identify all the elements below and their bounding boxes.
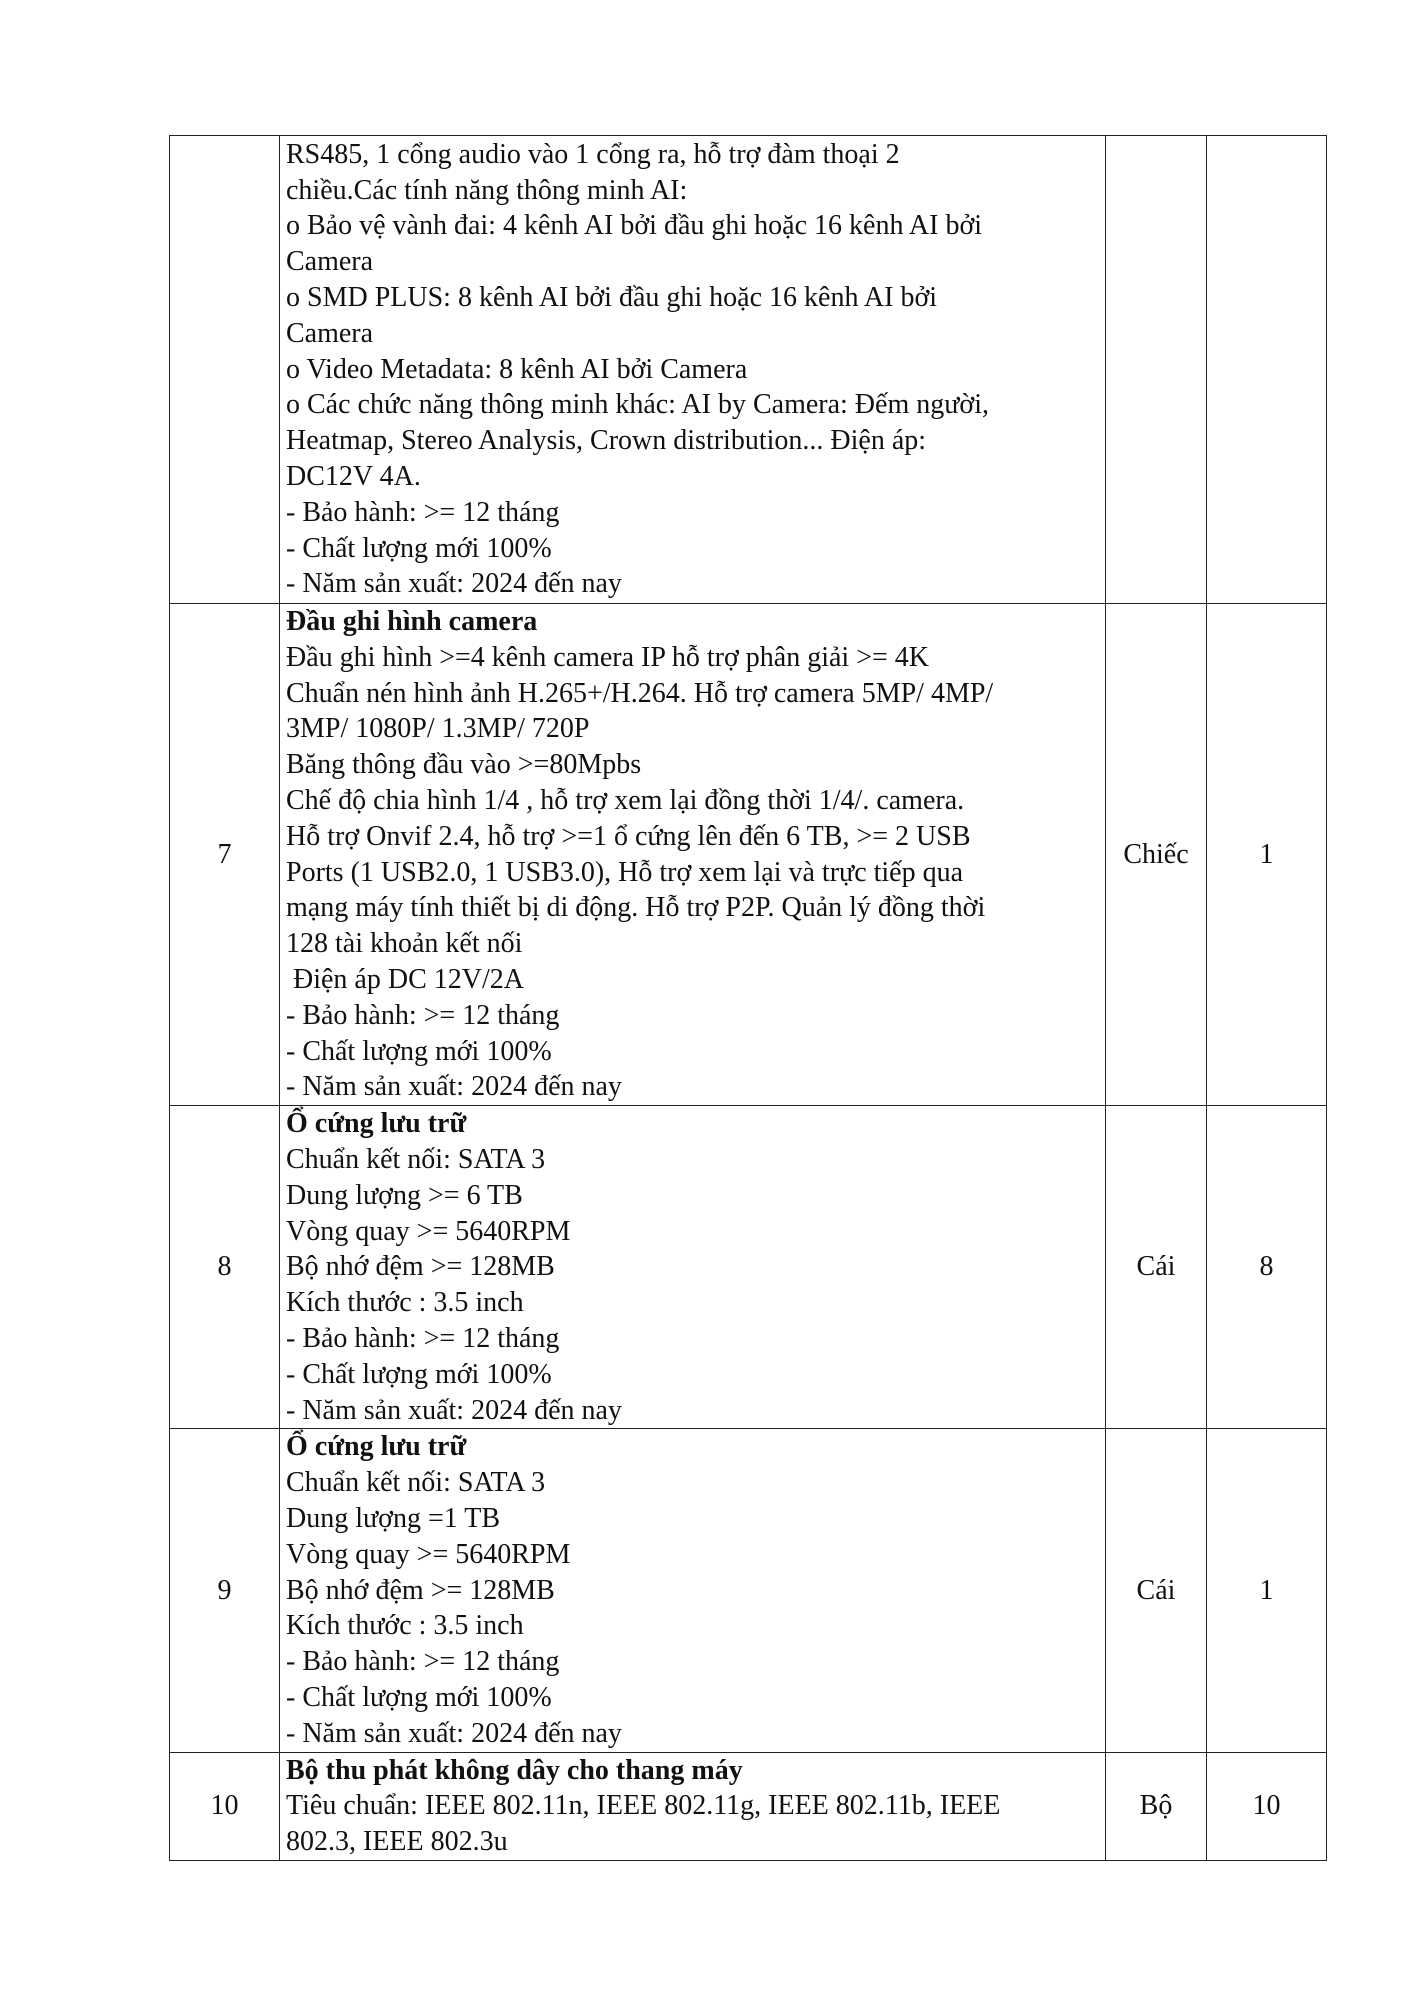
item-unit-cell: Cái <box>1106 1106 1207 1429</box>
item-quantity-cell <box>1207 136 1327 604</box>
item-number-cell: 7 <box>170 604 280 1106</box>
item-title: Ổ cứng lưu trữ <box>286 1431 467 1463</box>
table-row <box>170 1429 1327 1752</box>
description-line: chiều.Các tính năng thông minh AI: <box>286 174 688 206</box>
description-line: - Chất lượng mới 100% <box>286 1035 552 1067</box>
description-line: 128 tài khoản kết nối <box>286 928 523 960</box>
description-line: o Video Metadata: 8 kênh AI bởi Camera <box>286 353 748 385</box>
table-row <box>170 136 1327 604</box>
item-title: Đầu ghi hình camera <box>286 606 538 637</box>
description-line: Chuẩn kết nối: SATA 3 <box>286 1143 546 1175</box>
item-description-cell <box>280 1752 1106 1860</box>
item-number-cell <box>170 136 280 604</box>
item-title: Ổ cứng lưu trữ <box>286 1108 467 1140</box>
description-line: Heatmap, Stereo Analysis, Crown distribution... Điện áp: <box>286 425 927 457</box>
description-line: - Năm sản xuất: 2024 đến nay <box>286 568 622 600</box>
item-number-cell: 9 <box>170 1429 280 1752</box>
item-quantity-cell: 8 <box>1207 1106 1327 1429</box>
item-title: Bộ thu phát không dây cho thang máy <box>286 1754 743 1786</box>
description-line: - Chất lượng mới 100% <box>286 532 552 564</box>
item-quantity-cell: 10 <box>1207 1752 1327 1860</box>
description-line: Kích thước : 3.5 inch <box>286 1287 524 1319</box>
item-unit-cell: Bộ <box>1106 1752 1207 1860</box>
description-line: Vòng quay >= 5640RPM <box>286 1538 571 1570</box>
description-line: Điện áp DC 12V/2A <box>286 963 524 995</box>
item-quantity-cell: 1 <box>1207 604 1327 1106</box>
description-line: Hỗ trợ Onvif 2.4, hỗ trợ >=1 ổ cứng lên đến 6 TB, >= 2 USB <box>286 820 971 852</box>
table-row <box>170 1106 1327 1429</box>
item-quantity-cell: 1 <box>1207 1429 1327 1752</box>
description-line: Đầu ghi hình >=4 kênh camera IP hỗ trợ phân giải >= 4K <box>286 641 930 673</box>
description-line: - Chất lượng mới 100% <box>286 1358 552 1390</box>
description-line: DC12V 4A. <box>286 460 421 492</box>
item-description-cell <box>280 1106 1106 1429</box>
table-row <box>170 604 1327 1106</box>
item-number-cell: 10 <box>170 1752 280 1860</box>
description-line: mạng máy tính thiết bị di động. Hỗ trợ P2P. Quản lý đồng thời <box>286 892 986 924</box>
description-line: o Các chức năng thông minh khác: AI by Camera: Đếm người, <box>286 389 989 421</box>
item-unit-cell: Cái <box>1106 1429 1207 1752</box>
item-unit-cell <box>1106 136 1207 604</box>
description-line: Bộ nhớ đệm >= 128MB <box>286 1251 555 1283</box>
description-line: - Năm sản xuất: 2024 đến nay <box>286 1394 622 1426</box>
description-line: RS485, 1 cổng audio vào 1 cổng ra, hỗ trợ đàm thoại 2 <box>286 138 900 170</box>
description-line: Dung lượng =1 TB <box>286 1502 501 1534</box>
description-line: Camera <box>286 246 374 278</box>
description-line: Ports (1 USB2.0, 1 USB3.0), Hỗ trợ xem lại và trực tiếp qua <box>286 856 964 888</box>
description-line: - Chất lượng mới 100% <box>286 1681 552 1713</box>
description-line: - Năm sản xuất: 2024 đến nay <box>286 1071 622 1103</box>
description-line: Tiêu chuẩn: IEEE 802.11n, IEEE 802.11g, IEEE 802.11b, IEEE <box>286 1790 1001 1822</box>
description-line: - Bảo hành: >= 12 tháng <box>286 1322 560 1354</box>
description-line: o Bảo vệ vành đai: 4 kênh AI bởi đầu ghi hoặc 16 kênh AI bởi <box>286 210 983 242</box>
description-line: - Bảo hành: >= 12 tháng <box>286 496 560 528</box>
description-line: Kích thước : 3.5 inch <box>286 1610 524 1642</box>
table-row <box>170 1752 1327 1860</box>
description-line: 802.3, IEEE 802.3u <box>286 1826 508 1858</box>
description-line: Chuẩn kết nối: SATA 3 <box>286 1467 546 1499</box>
description-line: - Năm sản xuất: 2024 đến nay <box>286 1717 622 1749</box>
description-line: - Bảo hành: >= 12 tháng <box>286 1646 560 1678</box>
description-line: Băng thông đầu vào >=80Mpbs <box>286 749 642 781</box>
item-number-cell: 8 <box>170 1106 280 1429</box>
description-line: Camera <box>286 317 374 349</box>
equipment-spec-table <box>169 135 1327 1861</box>
item-description-cell <box>280 1429 1106 1752</box>
description-line: Dung lượng >= 6 TB <box>286 1179 523 1211</box>
description-line: o SMD PLUS: 8 kênh AI bởi đầu ghi hoặc 16 kênh AI bởi <box>286 282 938 313</box>
description-line: 3MP/ 1080P/ 1.3MP/ 720P <box>286 713 590 745</box>
description-line: Bộ nhớ đệm >= 128MB <box>286 1574 555 1606</box>
item-description-cell <box>280 136 1106 604</box>
item-unit-cell: Chiếc <box>1106 604 1207 1106</box>
item-description-cell <box>280 604 1106 1106</box>
description-line: Vòng quay >= 5640RPM <box>286 1215 571 1247</box>
description-line: Chế độ chia hình 1/4 , hỗ trợ xem lại đồng thời 1/4/. camera. <box>286 784 965 816</box>
description-line: Chuẩn nén hình ảnh H.265+/H.264. Hỗ trợ camera 5MP/ 4MP/ <box>286 677 994 709</box>
description-line: - Bảo hành: >= 12 tháng <box>286 999 560 1031</box>
